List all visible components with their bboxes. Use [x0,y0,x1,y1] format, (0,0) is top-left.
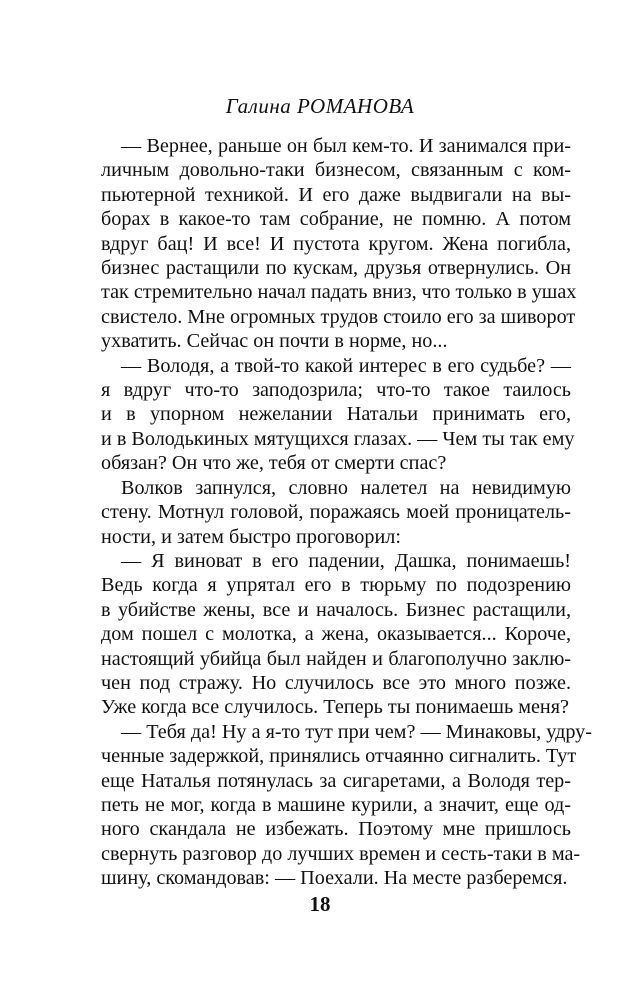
text-line: бизнес растащили по кускам, друзья отвернулись. Он [101,257,571,280]
running-header-author: Галина РОМАНОВА [225,94,415,118]
text-line: борах в какое-то там собрание, не помню. А потом [101,208,571,231]
text-line: ности, и затем быстро проговорил: [101,525,401,548]
text-line: Ведь когда я упрятал его в тюрьму по подозрению [101,574,571,597]
text-line: еще Наталья потянулась за сигаретами, а Володя тер- [101,769,571,792]
text-line: обязан? Он что же, тебя от смерти спас? [101,452,447,475]
paragraph [101,549,571,720]
text-line: свернуть разговор до лучших времен и сесть-таки в ма- [101,842,581,865]
text-line: — Вернее, раньше он был кем-то. И занимался при- [121,135,571,157]
text-line: пьютерной техникой. И его даже выдвигали на вы- [101,183,571,206]
text-line: Волков запнулся, словно налетел на невидимую [121,476,571,499]
text-line: — Я виноват в его падении, Дашка, понимаешь! [121,549,571,572]
page-number: 18 [309,892,331,916]
text-line: ченные задержкой, принялись отчаянно сигналить. Тут [101,745,577,768]
paragraph [101,134,577,354]
paragraph [101,354,575,476]
text-line: ного скандала не избежать. Поэтому мне пришлось [101,818,571,841]
text-line: петь не мог, когда в машине курили, а значит, еще од- [101,793,571,816]
text-line: чен под стражу. Но случилось все это много позже. [101,671,571,694]
text-line: — Володя, а твой-то какой интерес в его судьбе? — [121,354,571,377]
text-line: свистело. Мне огромных трудов стоило его за шиворот [101,305,576,328]
text-line: личным довольно-таки бизнесом, связанным с ком- [101,159,571,182]
text-line: так стремительно начал падать вниз, что только в ушах [101,281,577,304]
paragraph [101,720,593,891]
text-line: настоящий убийца был найден и благополучно заклю- [101,647,571,670]
text-line: дом пошел с молотка, а жена, оказывается... Короче, [101,623,571,646]
text-line: и в упорном нежелании Натальи принимать его, [101,403,571,426]
text-line: и в Володькиных мятущихся глазах. — Чем ты так ему [101,427,575,450]
text-line: я вдруг что-то заподозрила; что-то такое таилось [101,379,571,402]
text-line: в убийстве жены, все и началось. Бизнес растащили, [101,598,571,621]
text-line: шину, скомандовав: — Поехали. На месте разберемся. [101,867,568,890]
paragraph [101,476,571,549]
text-line: Уже когда все случилось. Теперь ты понимаешь меня? [101,696,569,719]
text-line: — Тебя да! Ну а я-то тут при чем? — Минаковы, удру- [121,720,593,743]
text-line: стену. Мотнул головой, поражаясь моей проницатель- [101,501,571,524]
text-line: ухватить. Сейчас он почти в норме, но... [101,330,448,353]
book-text [101,134,593,891]
text-line: вдруг бац! И все! И пустота кругом. Жена погибла, [101,232,571,255]
